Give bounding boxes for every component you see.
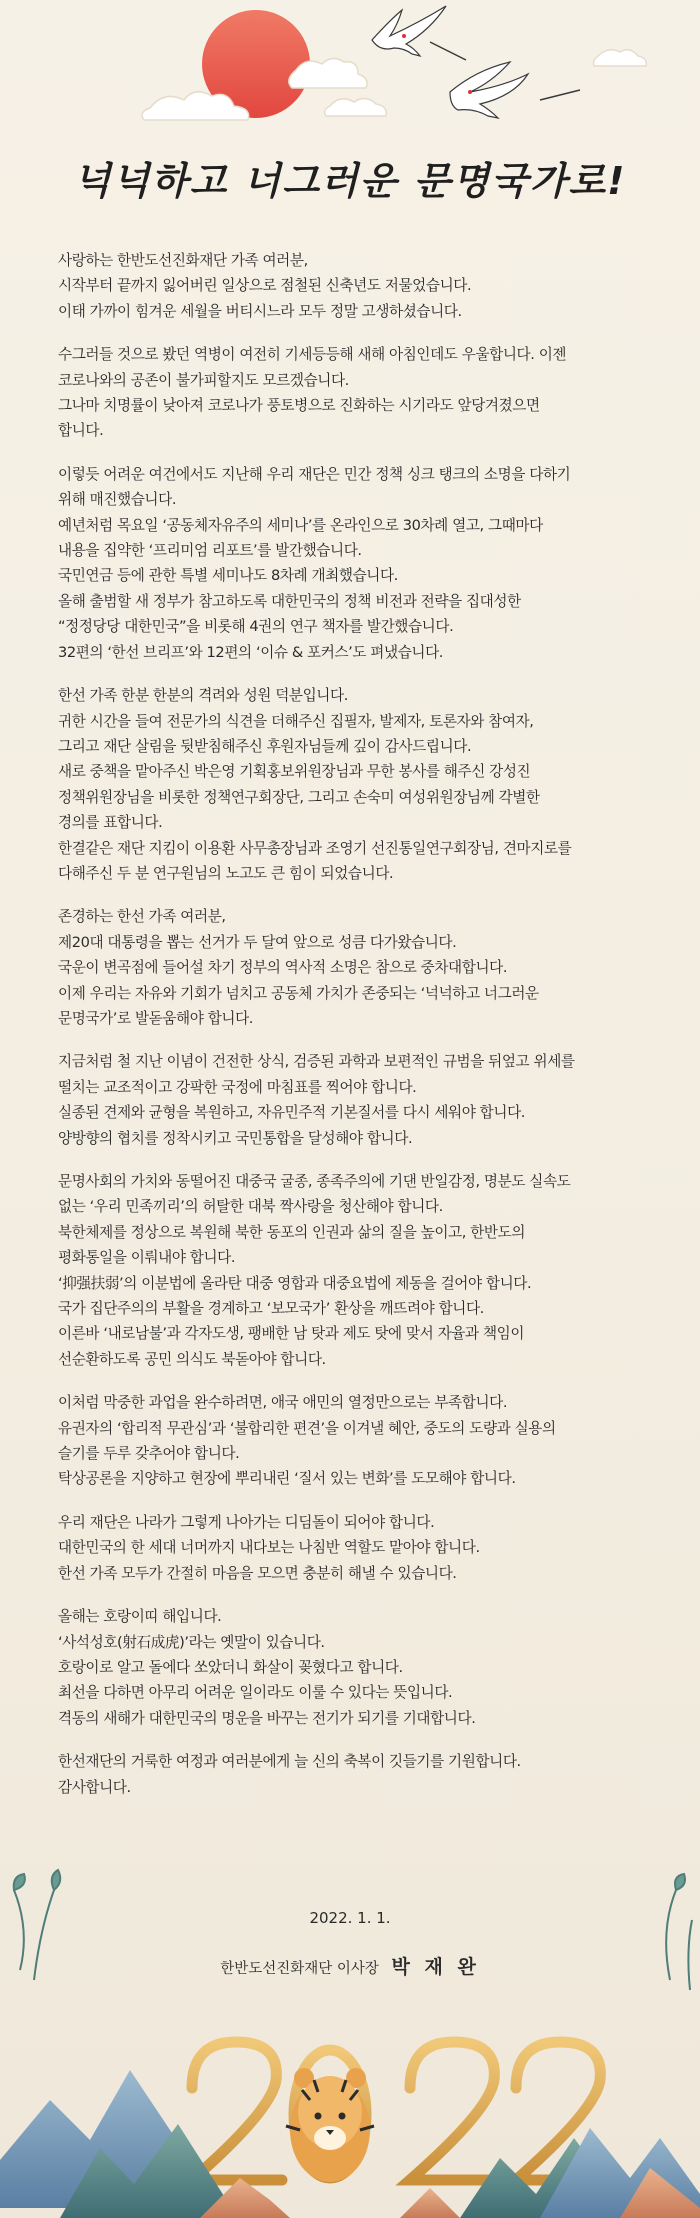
letter-line: 우리 재단은 나라가 그렇게 나아가는 디딤돌이 되어야 합니다. [58, 1513, 435, 1531]
letter-line: 코로나와의 공존이 불가피할지도 모르겠습니다. [58, 371, 349, 389]
letter-line: 이제 우리는 자유와 기회가 넘치고 공동체 가치가 존중되는 ‘넉넉하고 너그러운 [58, 984, 539, 1002]
letter-line: 호랑이로 알고 돌에다 쏘았더니 화살이 꽂혔다고 합니다. [58, 1658, 403, 1676]
letter-paragraph [58, 1749, 658, 1800]
letter-line: 슬기를 두루 갖추어야 합니다. [58, 1445, 240, 1463]
letter-line: 이른바 ‘내로남불’과 각자도생, 팽배한 남 탓과 제도 탓에 맞서 자율과 책임이 [58, 1325, 525, 1343]
letter-line: 32편의 ‘한선 브리프’와 12편의 ‘이슈 & 포커스’도 펴냈습니다. [58, 643, 444, 661]
letter-line: 정책위원장님을 비롯한 정책연구회장단, 그리고 손숙미 여성위원장님께 각별한 [58, 788, 540, 806]
letter-line: 수그러들 것으로 봤던 역병이 여전히 기세등등해 새해 아침인데도 우울합니다. 이젠 [58, 346, 567, 364]
letter-line: 대한민국의 한 세대 너머까지 내다보는 나침반 역할도 맡아야 합니다. [58, 1539, 480, 1557]
letter-line: 격동의 새해가 대한민국의 명운을 바꾸는 전기가 되기를 기대합니다. [58, 1709, 476, 1727]
letter-line: 합니다. [58, 422, 104, 440]
letter-paragraph [58, 1510, 658, 1586]
letter-line: 국가 집단주의의 부활을 경계하고 ‘보모국가’ 환상을 깨뜨려야 합니다. [58, 1300, 484, 1318]
letter-paragraph [58, 248, 658, 324]
letter-line: 사랑하는 한반도선진화재단 가족 여러분, [58, 252, 308, 269]
letter-paragraph [58, 683, 658, 886]
letter-line: 시작부터 끝까지 잃어버린 일상으로 점철된 신축년도 저물었습니다. [58, 277, 472, 295]
letter-line: 떨치는 교조적이고 강팍한 국정에 마침표를 찍어야 합니다. [58, 1078, 417, 1096]
letter-paragraph [58, 1169, 658, 1372]
letter-line: 국민연금 등에 관한 특별 세미나도 8차례 개최했습니다. [58, 567, 398, 585]
letter-line: 한결같은 재단 지킴이 이용환 사무총장님과 조영기 선진통일연구회장님, 견마지로를 [58, 839, 572, 857]
letter-line: 평화통일을 이뤄내야 합니다. [58, 1249, 236, 1267]
letter-line: 한선 가족 한분 한분의 격려와 성원 덕분입니다. [58, 687, 348, 705]
letter-line: 한선 가족 모두가 간절히 마음을 모으면 충분히 해낼 수 있습니다. [58, 1564, 457, 1582]
signature-line [0, 1952, 700, 1979]
letter-paragraph [58, 462, 658, 665]
letter-line: 다해주신 두 분 연구원님의 노고도 큰 힘이 되었습니다. [58, 864, 394, 882]
letter-line: 유권자의 ‘합리적 무관심’과 ‘불합리한 편견’을 이겨낼 혜안, 중도의 도량과 실용의 [58, 1419, 556, 1437]
letter-line: 이태 가까이 힘겨운 세월을 버티시느라 모두 정말 고생하셨습니다. [58, 302, 462, 320]
signature-date: 2022. 1. 1. [309, 1909, 391, 1927]
letter-line: 경의를 표합니다. [58, 814, 163, 832]
letter-line: 위해 매진했습니다. [58, 491, 177, 509]
letter-paragraph [58, 1049, 658, 1151]
letter-line: ‘抑强扶弱’의 이분법에 올라탄 대중 영합과 대중요법에 제동을 걸어야 합니다. [58, 1274, 532, 1292]
letter-line: ‘사석성호(射石成虎)’라는 옛말이 있습니다. [58, 1633, 325, 1651]
page-title: 넉넉하고 너그러운 문명국가로! [73, 159, 627, 203]
letter-line: 이처럼 막중한 과업을 완수하려면, 애국 애민의 열정만으로는 부족합니다. [58, 1394, 508, 1412]
letter-line: 새로 중책을 맡아주신 박은영 기획홍보위원장님과 무한 봉사를 해주신 강성진 [58, 763, 531, 781]
letter-line: 없는 ‘우리 민족끼리’의 허탈한 대북 짝사랑을 청산해야 합니다. [58, 1198, 443, 1216]
letter-line: 제20대 대통령을 뽑는 선거가 두 달여 앞으로 성큼 다가왔습니다. [58, 933, 457, 951]
letter-line: “정정당당 대한민국”을 비롯해 4권의 연구 책자를 발간했습니다. [58, 618, 454, 636]
letter-line: 실종된 견제와 균형을 복원하고, 자유민주적 기본질서를 다시 세워야 합니다. [58, 1104, 526, 1122]
letter-line: 이렇듯 어려운 여건에서도 지난해 우리 재단은 민간 정책 싱크 탱크의 소명을 다하기 [58, 465, 571, 483]
letter-paragraph [58, 1604, 658, 1731]
letter-line: 양방향의 협치를 정착시키고 국민통합을 달성해야 합니다. [58, 1129, 413, 1147]
letter-line: 문명국가’로 발돋움해야 합니다. [58, 1009, 254, 1027]
letter-line: 선순환하도록 공민 의식도 북돋아야 합니다. [58, 1350, 326, 1368]
letter-line: 지금처럼 철 지난 이념이 건전한 상식, 검증된 과학과 보편적인 규범을 뒤엎고 위세를 [58, 1053, 575, 1071]
letter-paragraph [58, 904, 658, 1031]
letter-line: 문명사회의 가치와 동떨어진 대중국 굴종, 종족주의에 기댄 반일감정, 명분도 실속도 [58, 1173, 571, 1190]
letter-line: 올해는 호랑이띠 해입니다. [58, 1608, 222, 1626]
letter-line: 한선재단의 거룩한 여정과 여러분에게 늘 신의 축복이 깃들기를 기원합니다. [58, 1753, 521, 1771]
crane-icon [372, 6, 580, 118]
letter-line: 그나마 치명률이 낮아져 코로나가 풍토병으로 진화하는 시기라도 앞당겨졌으면 [58, 397, 540, 415]
letter-paragraph [58, 342, 658, 444]
letter-body [58, 248, 658, 1818]
letter-line: 귀한 시간을 들여 전문가의 식견을 더해주신 집필자, 발제자, 토론자와 참여자, [58, 712, 534, 730]
letter-line: 존경하는 한선 가족 여러분, [58, 908, 226, 926]
header-decoration [0, 0, 700, 150]
tiger-icon [286, 2068, 374, 2182]
letter-line: 감사합니다. [58, 1778, 131, 1796]
letter-line: 내용을 집약한 ‘프리미엄 리포트’를 발간했습니다. [58, 542, 362, 560]
letter-line: 그리고 재단 살림을 뒷받침해주신 후원자님들께 깊이 감사드립니다. [58, 737, 472, 755]
letter-line: 탁상공론을 지양하고 현장에 뿌리내린 ‘질서 있는 변화’를 도모해야 합니다. [58, 1470, 516, 1488]
letter-line: 국운이 변곡점에 들어설 차기 정부의 역사적 소명은 참으로 중차대합니다. [58, 959, 508, 977]
footer-decoration [0, 1830, 700, 2218]
letter-line: 최선을 다하면 아무리 어려운 일이라도 이룰 수 있다는 뜻입니다. [58, 1684, 453, 1702]
letter-line: 예년처럼 목요일 ‘공동체자유주의 세미나’를 온라인으로 30차례 열고, 그때마다 [58, 516, 543, 534]
letter-line: 북한체제를 정상으로 복원해 북한 동포의 인권과 삶의 질을 높이고, 한반도의 [58, 1223, 526, 1241]
signature-organization: 한반도선진화재단 이사장 [220, 1961, 379, 1977]
letter-paragraph [58, 1390, 658, 1492]
signature-name: 박 재 완 [391, 1956, 480, 1978]
letter-line: 올해 출범할 새 정부가 참고하도록 대한민국의 정책 비전과 전략을 집대성한 [58, 592, 521, 610]
year-2022-graphic [192, 2042, 606, 2180]
